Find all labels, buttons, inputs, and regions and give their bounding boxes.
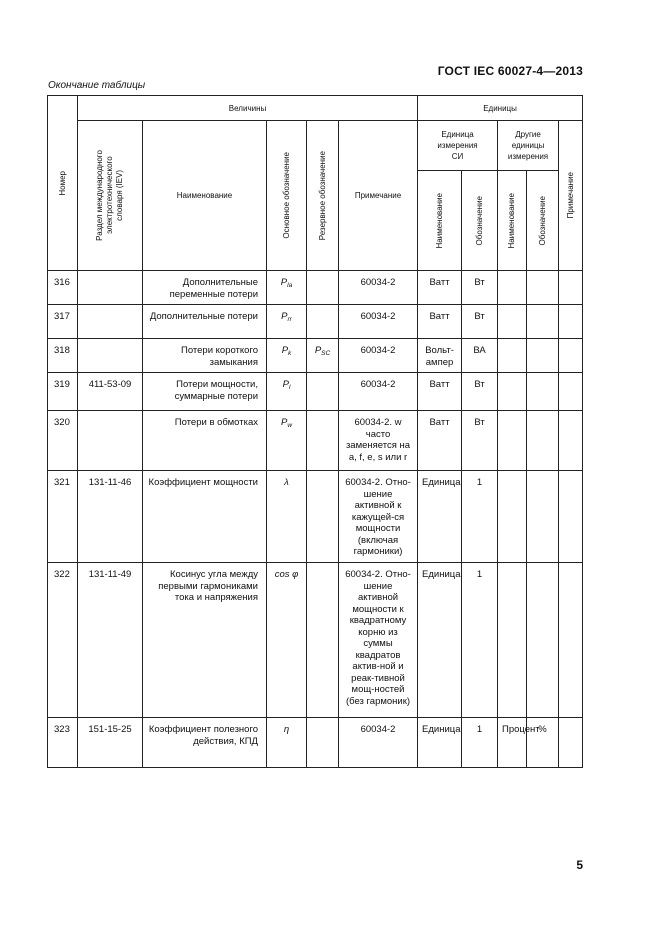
row-iev: [78, 271, 143, 305]
row-note: 60034-2. Отно-шение активной к кажущей-ся мощности (включая гармоники): [339, 471, 418, 563]
row-name: Косинус угла между первыми гармониками тока и напряжения: [143, 563, 267, 718]
row-reserve-symbol: [307, 471, 339, 563]
table-row: [48, 411, 583, 471]
table-continuation-caption: Окончание таблицы: [48, 80, 146, 91]
header-other-symbol: Обозначение: [527, 171, 559, 271]
row-iev: 131-11-49: [78, 563, 143, 718]
row-name: Дополнительные переменные потери: [143, 271, 267, 305]
row-unit-symbol: Вт: [462, 373, 498, 411]
row-name: Коэффициент полезного действия, КПД: [143, 718, 267, 768]
header-other-units: Другие единицы измерения: [498, 121, 559, 171]
row-units-note: [559, 471, 583, 563]
header-unit-name: Наименование: [418, 171, 462, 271]
row-other-symbol: [527, 373, 559, 411]
row-unit-symbol: ВА: [462, 339, 498, 373]
row-number: 318: [48, 339, 78, 373]
row-unit-symbol: 1: [462, 718, 498, 768]
row-note: 60034-2. w часто заменяется на a, f, e, s или r: [339, 411, 418, 471]
header-name: Наименование: [143, 121, 267, 271]
row-note: 60034-2: [339, 305, 418, 339]
header-number: Номер: [48, 96, 78, 271]
row-reserve-symbol: [307, 563, 339, 718]
row-units-note: [559, 411, 583, 471]
row-unit-name: Единица: [418, 563, 462, 718]
row-unit-name: Ватт: [418, 271, 462, 305]
row-number: 316: [48, 271, 78, 305]
row-other-symbol: [527, 411, 559, 471]
row-main-symbol: $P_l$: [267, 373, 307, 411]
row-other-name: [498, 271, 527, 305]
header-main-symbol: Основное обозначение: [267, 121, 307, 271]
row-unit-symbol: Вт: [462, 271, 498, 305]
row-units-note: [559, 339, 583, 373]
page-number: 5: [576, 858, 583, 872]
table-row: [48, 563, 583, 718]
header-units-note: Примечание: [559, 121, 583, 271]
header-note: Примечание: [339, 121, 418, 271]
row-other-name: [498, 339, 527, 373]
row-unit-symbol: Вт: [462, 411, 498, 471]
row-unit-name: Ватт: [418, 373, 462, 411]
row-iev: [78, 411, 143, 471]
table-row: [48, 373, 583, 411]
row-main-symbol: $P_{rr}$: [267, 305, 307, 339]
row-reserve-symbol: [307, 373, 339, 411]
row-unit-name: Единица: [418, 718, 462, 768]
header-unit-symbol: Обозначение: [462, 171, 498, 271]
row-unit-symbol: 1: [462, 563, 498, 718]
header-quantities: Величины: [78, 96, 418, 121]
row-other-name: [498, 471, 527, 563]
row-number: 320: [48, 411, 78, 471]
row-units-note: [559, 563, 583, 718]
row-iev: 131-11-46: [78, 471, 143, 563]
row-units-note: [559, 271, 583, 305]
row-iev: [78, 339, 143, 373]
row-reserve-symbol: $P_{SC}$: [307, 339, 339, 373]
row-main-symbol: η: [267, 718, 307, 768]
row-number: 322: [48, 563, 78, 718]
row-name: Потери мощности, суммарные потери: [143, 373, 267, 411]
row-unit-name: Ватт: [418, 305, 462, 339]
row-number: 319: [48, 373, 78, 411]
row-iev: [78, 305, 143, 339]
row-other-name: [498, 411, 527, 471]
header-iev-section: Раздел международного электротехнического словаря (IEV): [78, 121, 143, 271]
header-units: Единицы: [418, 96, 583, 121]
row-reserve-symbol: [307, 718, 339, 768]
row-number: 321: [48, 471, 78, 563]
row-other-symbol: [527, 339, 559, 373]
row-unit-name: Единица: [418, 471, 462, 563]
row-name: Потери короткого замыкания: [143, 339, 267, 373]
row-note: 60034-2: [339, 373, 418, 411]
table-row: [48, 718, 583, 768]
row-other-symbol: [527, 305, 559, 339]
row-other-name: Процент: [498, 718, 527, 768]
row-main-symbol: λ: [267, 471, 307, 563]
row-units-note: [559, 373, 583, 411]
row-reserve-symbol: [307, 411, 339, 471]
header-other-name: Наименование: [498, 171, 527, 271]
row-name: Потери в обмотках: [143, 411, 267, 471]
row-iev: 411-53-09: [78, 373, 143, 411]
row-other-symbol: %: [527, 718, 559, 768]
row-name: Дополнительные потери: [143, 305, 267, 339]
row-note: 60034-2. Отно-шение активной мощности к квадратному корню из суммы квадратов актив-ной и реак-тивной мощ-ностей (без гармоник): [339, 563, 418, 718]
row-main-symbol: cos φ: [267, 563, 307, 718]
header-si-unit: Единица измерения СИ: [418, 121, 498, 171]
row-unit-name: Вольт-ампер: [418, 339, 462, 373]
row-main-symbol: $P_w$: [267, 411, 307, 471]
row-units-note: [559, 718, 583, 768]
row-other-symbol: [527, 563, 559, 718]
row-reserve-symbol: [307, 305, 339, 339]
row-other-symbol: [527, 271, 559, 305]
quantities-table: [47, 95, 583, 768]
row-other-name: [498, 305, 527, 339]
table-row: [48, 471, 583, 563]
row-units-note: [559, 305, 583, 339]
row-unit-name: Ватт: [418, 411, 462, 471]
row-other-name: [498, 373, 527, 411]
header-reserve-symbol: Резервное обозначение: [307, 121, 339, 271]
row-iev: 151-15-25: [78, 718, 143, 768]
row-number: 317: [48, 305, 78, 339]
row-other-name: [498, 563, 527, 718]
table-row: [48, 271, 583, 305]
row-note: 60034-2: [339, 718, 418, 768]
row-unit-symbol: 1: [462, 471, 498, 563]
document-code: ГОСТ IEC 60027-4—2013: [437, 64, 583, 78]
row-note: 60034-2: [339, 339, 418, 373]
row-reserve-symbol: [307, 271, 339, 305]
row-main-symbol: $P_k$: [267, 339, 307, 373]
row-name: Коэффициент мощности: [143, 471, 267, 563]
row-note: 60034-2: [339, 271, 418, 305]
row-unit-symbol: Вт: [462, 305, 498, 339]
row-other-symbol: [527, 471, 559, 563]
table-row: [48, 305, 583, 339]
table-row: [48, 339, 583, 373]
row-main-symbol: $P_{la}$: [267, 271, 307, 305]
row-number: 323: [48, 718, 78, 768]
